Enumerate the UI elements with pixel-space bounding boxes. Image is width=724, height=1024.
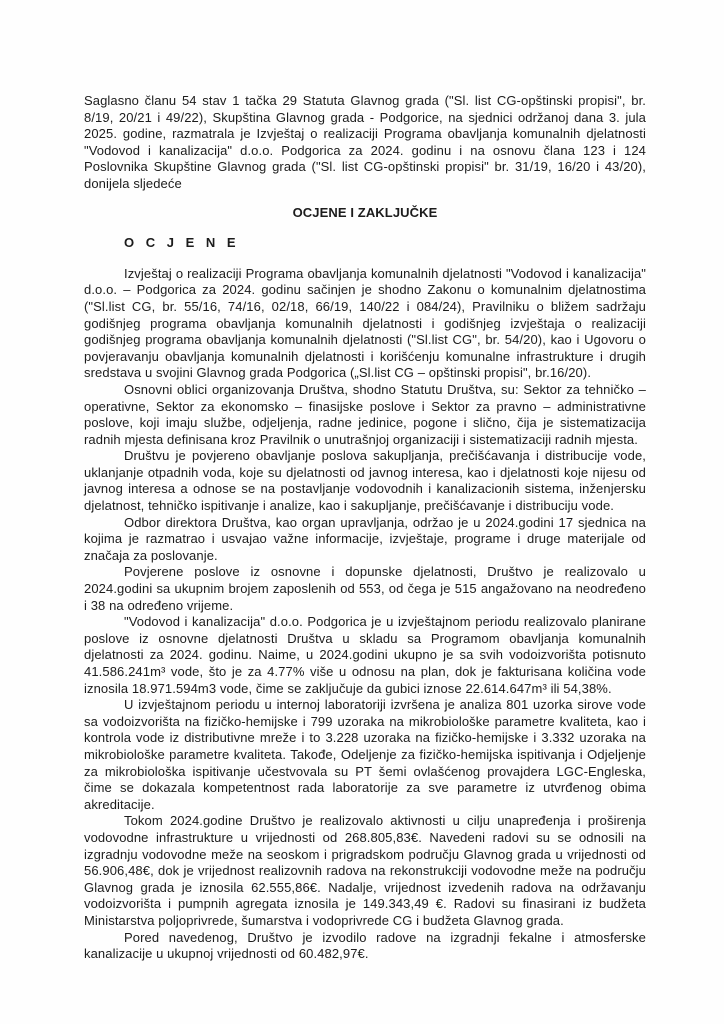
paragraph-8: Tokom 2024.godine Društvo je realizovalo aktivnosti u cilju unapređenja i proširenja vodovodne infrastrukture u vrijednosti od 268.805,83€. Navedeni radovi su se odnosili na izgradnju vodovodne meže na seoskom i prigradskom području Glavnog grada u vrijednosti od 56.906,48€, dok je vrijednost realizovnih radova na rekonstrukciji vodovodne meže na području Glavnog grada je iznosila 62.555,86€. Nadalje, vrijednost izvedenih radova na održavanju vodoizvorišta i pumpnih agregata iznosila je 149.343,49 €. Radovi su finasirani iz budžeta Ministarstva poljoprivrede, šumarstva i vodoprivrede CG i budžeta Glavnog grada.	[84, 813, 646, 928]
section-heading-ocjene: O C J E N E	[124, 235, 240, 251]
paragraph-3: Društvu je povjereno obavljanje poslova sakupljanja, prečišćavanja i distribucije vode, uklanjanje otpadnih voda, koje su djelatnosti od javnog interesa, kao i djelatnosti koje nijesu od javnog interesa a odnose se na postavljanje vodovodnih i kanalizacionih sistema, inženjersku djelatnost, tehničko ispitivanje i analize, kao i sakupljanje, prečišćavanje i distribuciju vode.	[84, 448, 646, 514]
document-title: OCJENE I ZAKLJUČKE	[292, 204, 438, 220]
intro-paragraph: Saglasno članu 54 stav 1 tačka 29 Statuta Glavnog grada ("Sl. list CG-opštinski propisi", br. 8/19, 20/21 i 49/22), Skupština Glavnog grada - Podgorice, na sjednici održanoj dana 3. jula 2025. godine, razmatrala je Izvještaj o realizaciji Programa obavljanja komunalnih djelatnosti "Vodovod i kanalizacija" d.o.o. Podgorica za 2024. godinu i na osnovu člana 123 i 124 Poslovnika Skupštine Glavnog grada ("Sl. list CG-opštinski propisi" br. 31/19, 16/20 i 43/20), donijela sljedeće	[84, 93, 646, 191]
document-text-block	[84, 93, 646, 963]
paragraph-4: Odbor direktora Društva, kao organ upravljanja, održao je u 2024.godini 17 sjednica na kojima je razmatrao i usvajao važne informacije, izvještaje, programe i druge materijale od značaja za poslovanje.	[84, 514, 646, 563]
paragraph-7: U izvještajnom periodu u internoj laboratoriji izvršena je analiza 801 uzorka sirove vode sa vodoizvorišta na fizičko-hemijske i 799 uzoraka na mikrobiološke parametre kvaliteta, kao i kontrola vode iz distributivne mreže i to 3.228 uzoraka na fizičko-hemijske i 3.332 uzoraka na mikrobiološke parametre kvaliteta. Takođe, Odeljenje za fizičko-hemijska ispitivanja i Odjeljenje za mikrobiološka ispitivanje učestvovala su PT šemi ovlašćenog provajdera LGC-Engleska, čime se dokazala kompetentnost rada laboratorije za sve parametre iz utvrđenog obima akreditacije.	[84, 697, 646, 812]
paragraph-2: Osnovni oblici organizovanja Društva, shodno Statutu Društva, su: Sektor za tehničko – operativne, Sektor za ekonomsko – finasijske poslove i Sektor za pravno – administrativne poslove, koji imaju službe, odjeljenja, radne jedinice, pogone i slično, čija je sistematizacija radnih mjesta definisana kroz Pravilnik o unutrašnjoj organizaciji i sistematizaciji radnih mjesta.	[84, 381, 646, 447]
paragraph-9: Pored navedenog, Društvo je izvodilo radove na izgradnji fekalne i atmosferske kanalizacije u ukupnoj vrijednosti od 60.482,97€.	[84, 929, 646, 962]
paragraph-5: Povjerene poslove iz osnovne i dopunske djelatnosti, Društvo je realizovalo u 2024.godini sa ukupnim brojem zaposlenih od 553, od čega je 515 angažovano na neodređeno i 38 na određeno vrijeme.	[84, 564, 646, 613]
paragraph-1: Izvještaj o realizaciji Programa obavljanja komunalnih djelatnosti "Vodovod i kanalizacija" d.o.o. – Podgorica za 2024. godinu sačinjen je shodno Zakonu o komunalnim djelatnostima ("Sl.list CG, br. 55/16, 74/16, 02/18, 66/19, 140/22 i 084/24), Pravilniku o bližem sadržaju godišnjeg programa obavljanja komunalnih djelatnosti i godišnjeg izvještaja o realizaciji godišnjeg programa obavljanja komunalnih djelatnosti ("Sl.list CG", br. 54/20), kao i Ugovoru o povjeravanju obavljanja komunalnih djelatnosti i korišćenju komunalne infrastrukture i drugih sredstava u svojini Glavnog grada Podgorica („Sl.list CG – opštinski propisi", br.16/20).	[84, 265, 646, 381]
paragraph-6: "Vodovod i kanalizacija" d.o.o. Podgorica je u izvještajnom periodu realizovalo planirane poslove iz osnovne djelatnosti Društva u skladu sa Programom obavljanja komunalnih djelatnosti za 2024. godinu. Naime, u 2024.godini ukupno je sa svih vodoizvorišta potisnuto 41.586.241m³ vode, što je za 4.77% više u odnosu na plan, dok je fakturisana količina vode iznosila 18.971.594m3 vode, čime se zaključuje da gubici iznose 22.614.647m³ ili 54,38%.	[84, 614, 646, 696]
